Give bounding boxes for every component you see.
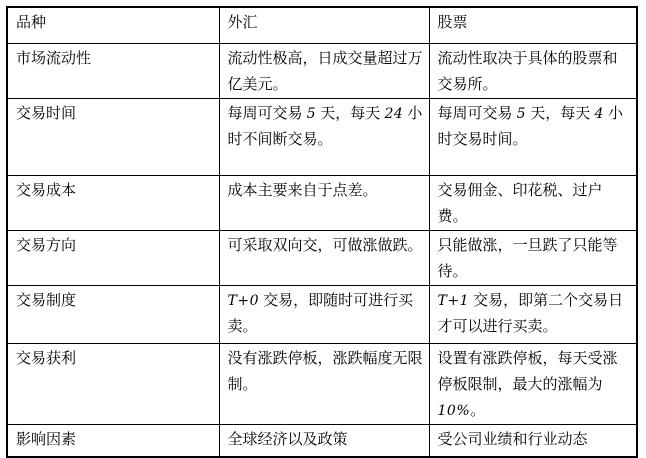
cjk-text: 没有涨跌停板，涨跌幅度无限制。 bbox=[227, 350, 423, 393]
latin-number-text: 10% bbox=[437, 403, 471, 419]
header-forex: 外汇 bbox=[219, 7, 429, 44]
row-label-cell: 交易获利 bbox=[7, 344, 219, 425]
forex-cell bbox=[219, 344, 429, 425]
forex-cell bbox=[219, 231, 429, 286]
cjk-text: 天，每天 bbox=[316, 105, 385, 122]
latin-number-text: 24 bbox=[384, 106, 404, 122]
stocks-cell bbox=[429, 286, 637, 344]
forex-cell bbox=[219, 286, 429, 344]
row-label-cell: 交易方向 bbox=[7, 231, 219, 286]
cjk-text: 交易佣金、印花税、过户费。 bbox=[437, 182, 603, 225]
table-row bbox=[7, 99, 637, 176]
cjk-text: 成本主要来自于点差。 bbox=[227, 182, 378, 199]
latin-number-text: 5 bbox=[306, 106, 317, 122]
cjk-text: 可采取双向交，可做涨做跌。 bbox=[227, 237, 423, 254]
cjk-text: 小时交易时间。 bbox=[437, 105, 624, 148]
stocks-cell bbox=[429, 44, 637, 99]
table-row bbox=[7, 176, 637, 231]
table-row bbox=[7, 231, 637, 286]
table-header-row bbox=[7, 7, 637, 44]
cjk-text: 受公司业绩和行业动态 bbox=[437, 431, 588, 448]
stocks-cell bbox=[429, 99, 637, 176]
forex-cell bbox=[219, 44, 429, 99]
header-stocks: 股票 bbox=[429, 7, 637, 44]
table-row bbox=[7, 286, 637, 344]
cjk-text: 流动性极高，日成交量超过万亿美元。 bbox=[227, 50, 423, 93]
latin-number-text: 4 bbox=[594, 106, 604, 122]
cjk-text: 交易，即随时可进行买卖。 bbox=[227, 292, 414, 335]
row-label-cell: 交易时间 bbox=[7, 99, 219, 176]
forex-cell bbox=[219, 99, 429, 176]
header-category: 品种 bbox=[7, 7, 219, 44]
stocks-cell bbox=[429, 231, 637, 286]
cjk-text: 设置有涨跌停板，每天受涨停板限制，最大的涨幅为 bbox=[437, 350, 618, 393]
table-row bbox=[7, 44, 637, 99]
cjk-text: 。 bbox=[470, 402, 486, 419]
latin-number-text: T+0 bbox=[227, 293, 259, 309]
table-row bbox=[7, 344, 637, 425]
stocks-cell bbox=[429, 344, 637, 425]
cjk-text: 交易，即第二个交易日才可以进行买卖。 bbox=[437, 292, 624, 335]
cjk-text: 全球经济以及政策 bbox=[227, 431, 348, 448]
cjk-text: 每周可交易 bbox=[437, 105, 517, 122]
cjk-text: 每周可交易 bbox=[227, 105, 307, 122]
latin-number-text: T+1 bbox=[437, 293, 469, 309]
cjk-text: 只能做涨，一旦跌了只能等待。 bbox=[437, 237, 618, 280]
row-label-cell: 市场流动性 bbox=[7, 44, 219, 99]
comparison-table bbox=[6, 6, 638, 458]
row-label-cell: 交易制度 bbox=[7, 286, 219, 344]
row-label-cell: 交易成本 bbox=[7, 176, 219, 231]
cjk-text: 天，每天 bbox=[526, 105, 595, 122]
table-body bbox=[7, 44, 637, 457]
cjk-text: 流动性取决于具体的股票和交易所。 bbox=[437, 50, 618, 93]
latin-number-text: 5 bbox=[516, 106, 527, 122]
stocks-cell bbox=[429, 176, 637, 231]
cjk-text: 小时不间断交易。 bbox=[227, 105, 423, 148]
row-label-cell: 影响因素 bbox=[7, 425, 219, 457]
forex-cell bbox=[219, 176, 429, 231]
